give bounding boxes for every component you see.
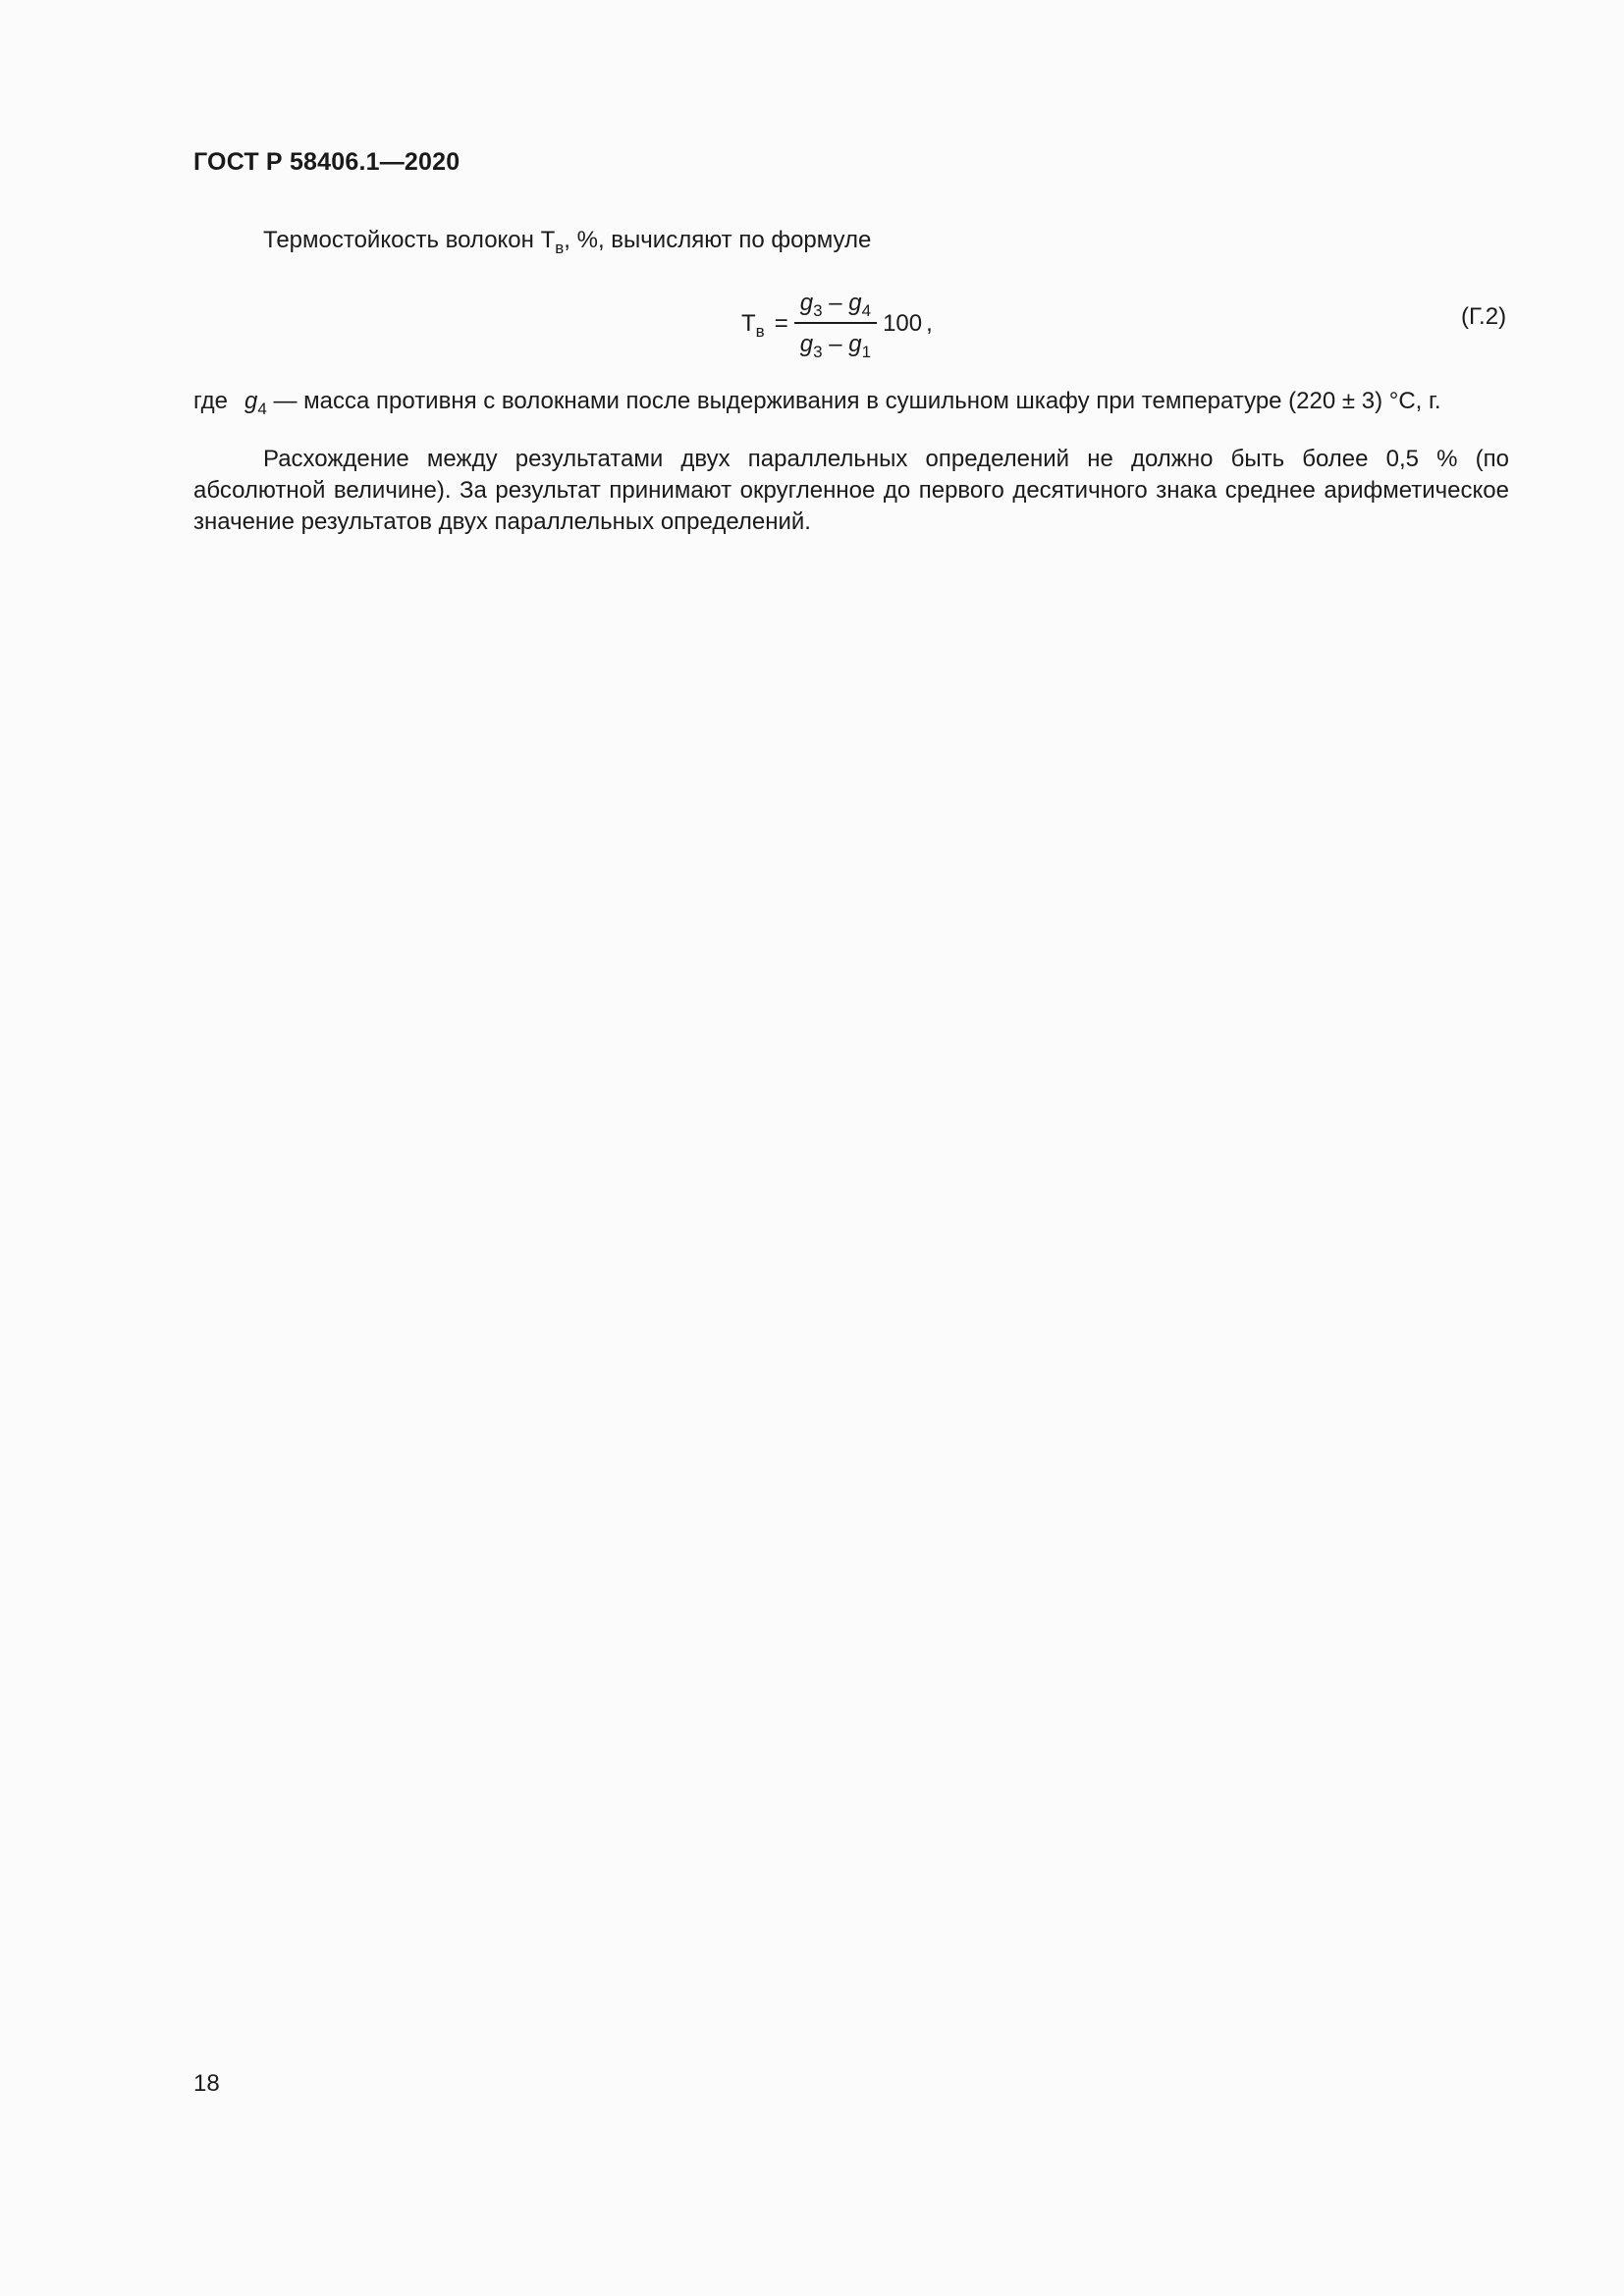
- formula-fraction: [794, 289, 877, 359]
- numerator-var-2: g: [848, 290, 862, 316]
- formula-equals: =: [774, 310, 788, 337]
- formula-number: (Г.2): [1461, 303, 1507, 330]
- numerator-operator: –: [829, 290, 842, 316]
- formula-lhs-subscript: в: [755, 322, 765, 341]
- numerator-sub-2: 4: [861, 301, 872, 320]
- where-definition: — масса противня с волокнами после выдерживания в сушильном шкафу при температуре (220 ± 3) °С, г.: [266, 388, 1441, 414]
- intro-text-after: , %, вычисляют по формуле: [564, 227, 872, 253]
- formula-denominator: [794, 324, 877, 359]
- formula: [741, 280, 933, 368]
- where-lead-word: где: [193, 388, 229, 414]
- denominator-var-2: g: [848, 331, 862, 357]
- numerator-var-1: g: [799, 290, 814, 316]
- formula-numerator: [794, 289, 877, 324]
- where-variable-subscript: 4: [257, 400, 267, 418]
- formula-lhs: [741, 310, 765, 341]
- formula-lhs-symbol: Т: [741, 310, 756, 337]
- where-clause: [193, 386, 1509, 417]
- denominator-operator: –: [829, 331, 842, 357]
- where-variable: g: [244, 388, 258, 414]
- page-header: ГОСТ Р 58406.1—2020: [193, 148, 460, 176]
- denominator-sub-2: 1: [861, 343, 872, 361]
- intro-text-before: Термостойкость волокон Т: [263, 227, 556, 253]
- denominator-sub-1: 3: [813, 343, 823, 361]
- intro-paragraph: [193, 225, 1509, 256]
- numerator-sub-1: 3: [813, 301, 823, 320]
- page-number: 18: [193, 2070, 220, 2097]
- intro-subscript: в: [555, 239, 565, 257]
- formula-trailing-punct: ,: [926, 310, 933, 337]
- formula-multiplier: 100: [883, 310, 923, 337]
- discrepancy-paragraph: Расхождение между результатами двух параллельных определений не должно быть более 0,5 % (по абсолютной величине). За результат принимают округленное до первого десятичного знака среднее арифметическое значение результатов двух параллельных определений.: [193, 446, 1509, 535]
- denominator-var-1: g: [799, 331, 814, 357]
